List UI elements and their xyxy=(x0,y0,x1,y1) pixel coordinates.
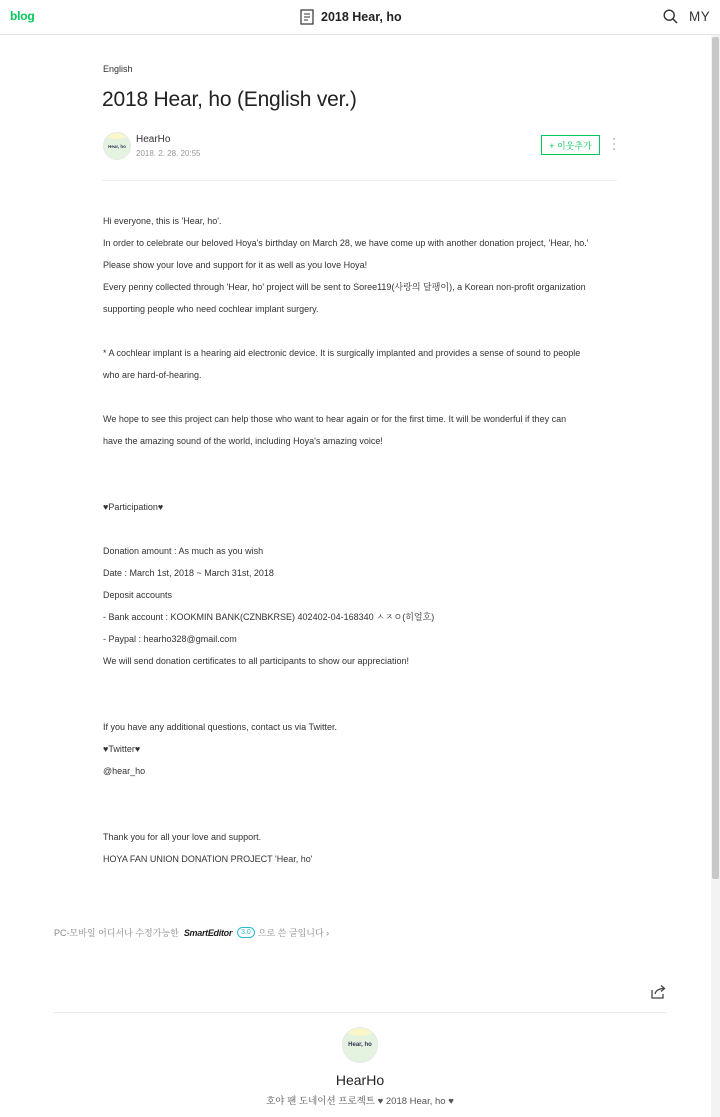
body-line: who are hard-of-hearing. xyxy=(103,370,202,380)
more-icon[interactable] xyxy=(612,138,616,152)
blog-avatar[interactable] xyxy=(342,1027,378,1063)
document-icon xyxy=(300,9,314,25)
top-title-group[interactable] xyxy=(300,8,402,26)
body-line xyxy=(103,452,623,474)
avatar-glow xyxy=(106,132,128,139)
smart-editor-notice[interactable] xyxy=(54,926,329,939)
body-line: Date : March 1st, 2018 ~ March 31st, 2018 xyxy=(103,568,274,578)
body-line xyxy=(103,694,623,716)
body-line xyxy=(103,320,623,342)
body-line xyxy=(103,386,623,408)
header-divider xyxy=(102,180,617,181)
editor-prefix: PC-모바일 어디서나 수정가능한 xyxy=(54,928,179,938)
body-line: * A cochlear implant is a hearing aid electronic device. It is surgically implanted and provides a sense of sound to people xyxy=(103,348,581,358)
body-line: Deposit accounts xyxy=(103,590,173,600)
blog-name[interactable]: HearHo xyxy=(335,1072,385,1088)
scrollbar-thumb[interactable] xyxy=(712,37,719,879)
editor-brand: SmartEditor xyxy=(183,927,233,938)
body-line: - Paypal : hearho328@gmail.com xyxy=(103,634,237,644)
author-name[interactable]: HearHo xyxy=(136,134,171,145)
body-line: HOYA FAN UNION DONATION PROJECT 'Hear, ho' xyxy=(103,854,313,864)
body-line: Every penny collected through 'Hear, ho' project will be sent to Soree119(사랑의 달팽이), a Korean non-profit organization xyxy=(103,282,586,292)
footer-divider xyxy=(54,1012,666,1013)
body-line xyxy=(103,518,623,540)
body-line xyxy=(103,782,623,804)
post-category[interactable]: English xyxy=(103,64,133,74)
share-icon[interactable] xyxy=(650,984,666,999)
body-line: Donation amount : As much as you wish xyxy=(103,546,264,556)
body-line xyxy=(103,672,623,694)
blog-description: 호야 팬 도네이션 프로젝트 ♥ 2018 Hear, ho ♥ xyxy=(266,1096,454,1107)
avatar-text: Hear, ho xyxy=(348,1042,372,1048)
post-title: 2018 Hear, ho (English ver.) xyxy=(102,88,357,111)
body-line: supporting people who need cochlear implant surgery. xyxy=(103,304,319,314)
avatar-text: Hear, ho xyxy=(108,143,126,149)
body-line: - Bank account : KOOKMIN BANK(CZNBKRSE) 402402-04-168340 ㅅㅈㅇ(히얼호) xyxy=(103,612,435,622)
body-line: We will send donation certificates to all participants to show our appreciation! xyxy=(103,656,409,666)
body-line: We hope to see this project can help those who want to hear again or for the first time. It will be wonderful if they can xyxy=(103,414,567,424)
body-line: Thank you for all your love and support. xyxy=(103,832,262,842)
body-line: Hi everyone, this is 'Hear, ho'. xyxy=(103,216,222,226)
add-neighbor-button[interactable]: + 이웃추가 xyxy=(541,135,600,155)
body-line: ♥Participation♥ xyxy=(103,502,164,512)
author-avatar[interactable] xyxy=(103,132,131,160)
post-body xyxy=(103,210,623,870)
body-line: have the amazing sound of the world, including Hoya's amazing voice! xyxy=(103,436,383,446)
body-line xyxy=(103,804,623,826)
post-date: 2018. 2. 28. 20:55 xyxy=(136,149,201,158)
editor-version-badge: 3.0 xyxy=(237,927,255,938)
search-icon[interactable] xyxy=(663,9,678,24)
body-line: ♥Twitter♥ xyxy=(103,744,141,754)
top-title: 2018 Hear, ho xyxy=(321,10,402,24)
body-line: In order to celebrate our beloved Hoya's birthday on March 28, we have come up with another donation project, 'Hear, ho.' xyxy=(103,238,589,248)
avatar-glow xyxy=(346,1027,374,1036)
editor-suffix: 으로 쓴 글입니다 › xyxy=(257,928,330,938)
blog-logo[interactable]: blog xyxy=(10,9,35,23)
top-bar xyxy=(0,0,720,35)
body-line: Please show your love and support for it as well as you love Hoya! xyxy=(103,260,368,270)
body-line xyxy=(103,474,623,496)
my-link[interactable]: MY xyxy=(689,9,711,24)
body-line: @hear_ho xyxy=(103,766,146,776)
body-line: If you have any additional questions, contact us via Twitter. xyxy=(103,722,337,732)
